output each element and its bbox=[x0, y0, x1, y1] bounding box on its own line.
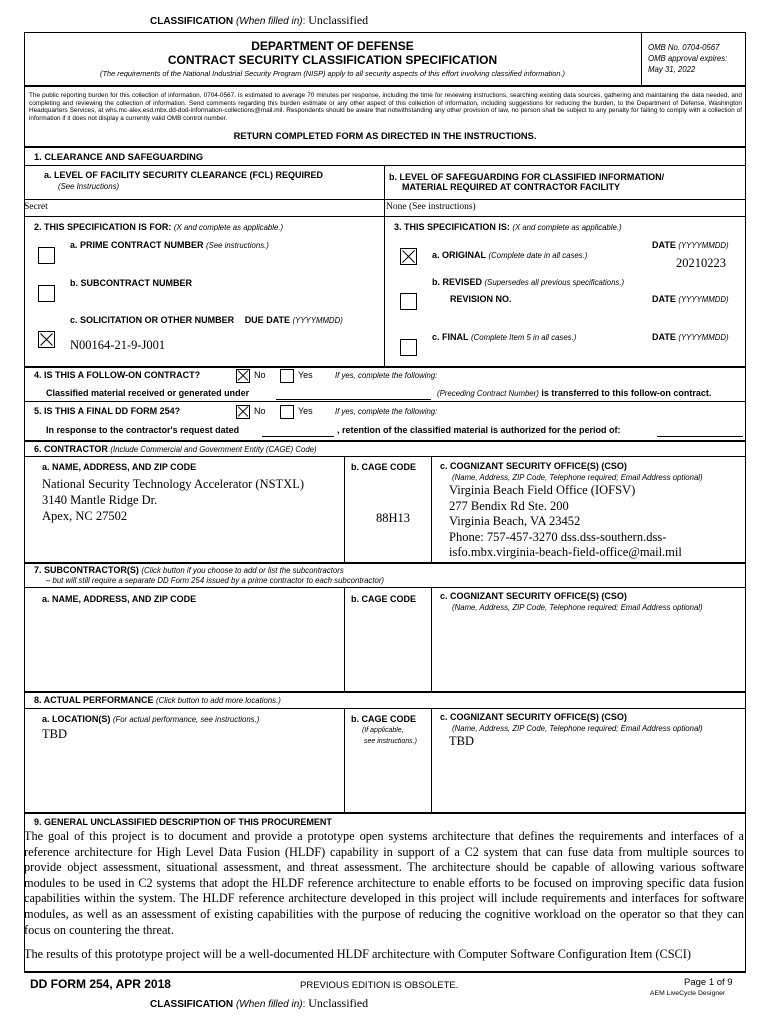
item7b-label: b. CAGE CODE bbox=[351, 594, 417, 604]
item5-yes-checkbox[interactable] bbox=[280, 405, 294, 419]
burden-statement: The public reporting burden for this collection of information, 0704-0567, is estimated to average 70 minutes per response, including the time for reviewing instructions, searching existing data sources, gathering and maintaining the data needed, and completing and reviewing the collection of information. Send comments regarding this burden estimate or any other aspect of this collection of information, including suggestions for reducing the burden, to the Department of Defense, Washington Headquarters Services, at whs.mc-alex.esd.mbx.dd-dod-information-collections@mail.mil. Respondents should be aware that notwithstanding any other provision of law, no person shall be subject to any penalty for failing to comply with a collection of information if it does not display a currently valid OMB control number. bbox=[29, 92, 742, 122]
item6c-note: (Name, Address, ZIP Code, Telephone required; Email Address optional) bbox=[452, 473, 703, 482]
classification-value: Unclassified bbox=[308, 13, 369, 27]
item3a-checkbox[interactable] bbox=[400, 248, 417, 265]
item7a-label: a. NAME, ADDRESS, AND ZIP CODE bbox=[42, 594, 197, 604]
item7c-label: c. COGNIZANT SECURITY OFFICE(S) (CSO) bbox=[440, 591, 627, 601]
item6b-label: b. CAGE CODE bbox=[351, 462, 417, 472]
item5-if-yes: If yes, complete the following: bbox=[335, 407, 438, 416]
item1b-label-2: MATERIAL REQUIRED AT CONTRACTOR FACILITY bbox=[402, 182, 620, 192]
omb-expires-label: OMB approval expires: bbox=[648, 54, 728, 63]
item5-yes-label: Yes bbox=[298, 406, 313, 416]
item3b-checkbox[interactable] bbox=[400, 293, 417, 310]
item8a-value[interactable]: TBD bbox=[42, 727, 67, 741]
item2b-label: b. SUBCONTRACT NUMBER bbox=[70, 278, 192, 288]
bottom-classification: CLASSIFICATION (When filled in): Unclassified bbox=[150, 996, 369, 1010]
item9-para1: The goal of this project is to document and provide a prototype open systems architecture that defines the requirements and interfaces of a reference architecture for High Level Data Fusion (HLDF) capability in support of a C2 system that can fuse data from multiple sources to provide object assessment, situational assessment, and threat assessment. The architecture should be capable of allowing various software modules to be used in C2 systems that adopt the HLDF reference architecture to enable efforts to be focused on improving specific data fusion capabilities within the system. The HLDF reference architecture developed in this project will include requirements and interfaces for software modules, as well as an assessment of existing capabilities with the purpose of reducing the cognitive workload on the operator so that they can focus on countering the threat. bbox=[24, 829, 744, 937]
item8a-label: a. LOCATION(S) bbox=[42, 714, 111, 724]
item4-preceding-field[interactable] bbox=[276, 399, 431, 400]
agency-title: DEPARTMENT OF DEFENSE bbox=[251, 39, 414, 53]
frame-right bbox=[745, 32, 746, 971]
item7-note2: – but will still require a separate DD Form 254 issued by a prime contractor to each subcontractor) bbox=[46, 576, 385, 585]
item6a-label: a. NAME, ADDRESS, AND ZIP CODE bbox=[42, 462, 197, 472]
item1b-label-1: b. LEVEL OF SAFEGUARDING FOR CLASSIFIED INFORMATION/ bbox=[389, 172, 665, 182]
item8-heading: 8. ACTUAL PERFORMANCE bbox=[34, 695, 154, 705]
item3a-date[interactable]: 20210223 bbox=[676, 256, 726, 270]
item1a-value[interactable]: Secret bbox=[24, 202, 48, 212]
item2c-checkbox[interactable] bbox=[38, 331, 55, 348]
item8c-note: (Name, Address, ZIP Code, Telephone required; Email Address optional) bbox=[452, 724, 703, 733]
frame-top bbox=[24, 32, 746, 33]
item6a-address[interactable]: National Security Technology Accelerator (NSTXL) 3140 Mantle Ridge Dr. Apex, NC 27502 bbox=[42, 477, 305, 523]
form-subtitle: (The requirements of the National Industrial Security Program (NISP) apply to all security aspects of this effort involving classified information.) bbox=[100, 69, 565, 78]
item4-no-checkbox[interactable] bbox=[236, 369, 250, 383]
item4-no-label: No bbox=[254, 370, 266, 380]
item5-question: 5. IS THIS A FINAL DD FORM 254? bbox=[34, 406, 181, 416]
item2c-due-label: DUE DATE bbox=[244, 315, 291, 325]
item5-no-label: No bbox=[254, 406, 266, 416]
item2b-checkbox[interactable] bbox=[38, 285, 55, 302]
item3-heading-row: 3. THIS SPECIFICATION IS: (X and complete as applicable.) bbox=[394, 222, 622, 232]
omb-number: OMB No. 0704-0567 bbox=[648, 43, 720, 52]
item9-para2: The results of this prototype project will be a well-documented HLDF architecture with Computer Software Configuration Item (CSCI) bbox=[24, 947, 691, 962]
omb-expires-date: May 31, 2022 bbox=[648, 65, 696, 74]
item4-line1: Classified material received or generated under bbox=[46, 388, 250, 398]
item9-description[interactable] bbox=[24, 829, 744, 963]
item5-no-checkbox[interactable] bbox=[236, 405, 250, 419]
item2-heading: 2. THIS SPECIFICATION IS FOR: bbox=[34, 222, 172, 232]
edition-note: PREVIOUS EDITION IS OBSOLETE. bbox=[300, 980, 459, 991]
item1-heading: 1. CLEARANCE AND SAFEGUARDING bbox=[34, 152, 204, 162]
item5-line1: In response to the contractor's request dated bbox=[46, 425, 240, 435]
item1a-label: a. LEVEL OF FACILITY SECURITY CLEARANCE (FCL) REQUIRED bbox=[44, 170, 324, 180]
item3c-label: c. FINAL bbox=[432, 332, 469, 342]
item5-period-field[interactable] bbox=[657, 436, 743, 437]
item6-heading: 6. CONTRACTOR bbox=[34, 444, 108, 454]
item6c-label: c. COGNIZANT SECURITY OFFICE(S) (CSO) bbox=[440, 461, 627, 471]
classification-note: (When filled in) bbox=[235, 16, 303, 27]
item2c-label: c. SOLICITATION OR OTHER NUMBER bbox=[70, 315, 235, 325]
item5-date-field[interactable] bbox=[262, 436, 334, 437]
item7-heading: 7. SUBCONTRACTOR(S) bbox=[34, 565, 139, 575]
item3-heading: 3. THIS SPECIFICATION IS: bbox=[394, 222, 510, 232]
item6b-value[interactable]: 88H13 bbox=[376, 511, 411, 525]
item2-heading-row: 2. THIS SPECIFICATION IS FOR: (X and complete as applicable.) bbox=[34, 222, 284, 232]
item8c-label: c. COGNIZANT SECURITY OFFICE(S) (CSO) bbox=[440, 712, 627, 722]
item4-if-yes: If yes, complete the following: bbox=[335, 371, 438, 380]
designer-note: AEM LiveCycle Designer bbox=[650, 990, 726, 997]
item3b-label: b. REVISED bbox=[432, 277, 483, 287]
item8b-note1: (If applicable, bbox=[362, 727, 404, 734]
item4-transferred: is transferred to this follow-on contract. bbox=[541, 388, 712, 398]
item2c-value[interactable]: N00164-21-9-J001 bbox=[70, 338, 166, 352]
item5-retention: , retention of the classified material is authorized for the period of: bbox=[337, 425, 621, 435]
item4-yes-checkbox[interactable] bbox=[280, 369, 294, 383]
item3c-checkbox[interactable] bbox=[400, 339, 417, 356]
item8b-note2: see instructions.) bbox=[364, 738, 417, 745]
top-classification: CLASSIFICATION (When filled in): Unclassified bbox=[150, 13, 369, 27]
return-note: RETURN COMPLETED FORM AS DIRECTED IN THE INSTRUCTIONS. bbox=[233, 131, 537, 141]
item8b-label: b. CAGE CODE bbox=[351, 714, 417, 724]
form-id: DD FORM 254, APR 2018 bbox=[30, 977, 171, 991]
item3b-revision-label: REVISION NO. bbox=[450, 294, 512, 304]
item8c-value[interactable]: TBD bbox=[449, 734, 474, 748]
item6c-cso[interactable]: Virginia Beach Field Office (IOFSV) 277 Bendix Rd Ste. 200 Virginia Beach, VA 23452 Phone: 757-457-3270 dss.dss-southern.dss- isfo.mbx.virginia-beach-field-office@mail.mil bbox=[449, 483, 682, 560]
classification-label: CLASSIFICATION bbox=[150, 16, 234, 27]
item3a-label: a. ORIGINAL bbox=[432, 250, 487, 260]
form-title: CONTRACT SECURITY CLASSIFICATION SPECIFICATION bbox=[167, 53, 498, 67]
item9-heading: 9. GENERAL UNCLASSIFIED DESCRIPTION OF THIS PROCUREMENT bbox=[34, 817, 332, 827]
item2a-checkbox[interactable] bbox=[38, 247, 55, 264]
item7c-note: (Name, Address, ZIP Code, Telephone required; Email Address optional) bbox=[452, 603, 703, 612]
page-number: Page 1 of 9 bbox=[684, 977, 733, 988]
item1a-sub: (See Instructions) bbox=[58, 182, 120, 191]
item4-yes-label: Yes bbox=[298, 370, 313, 380]
item4-question: 4. IS THIS A FOLLOW-ON CONTRACT? bbox=[34, 370, 201, 380]
item1b-value[interactable]: None (See instructions) bbox=[386, 202, 476, 212]
item2a-label: a. PRIME CONTRACT NUMBER bbox=[70, 240, 204, 250]
